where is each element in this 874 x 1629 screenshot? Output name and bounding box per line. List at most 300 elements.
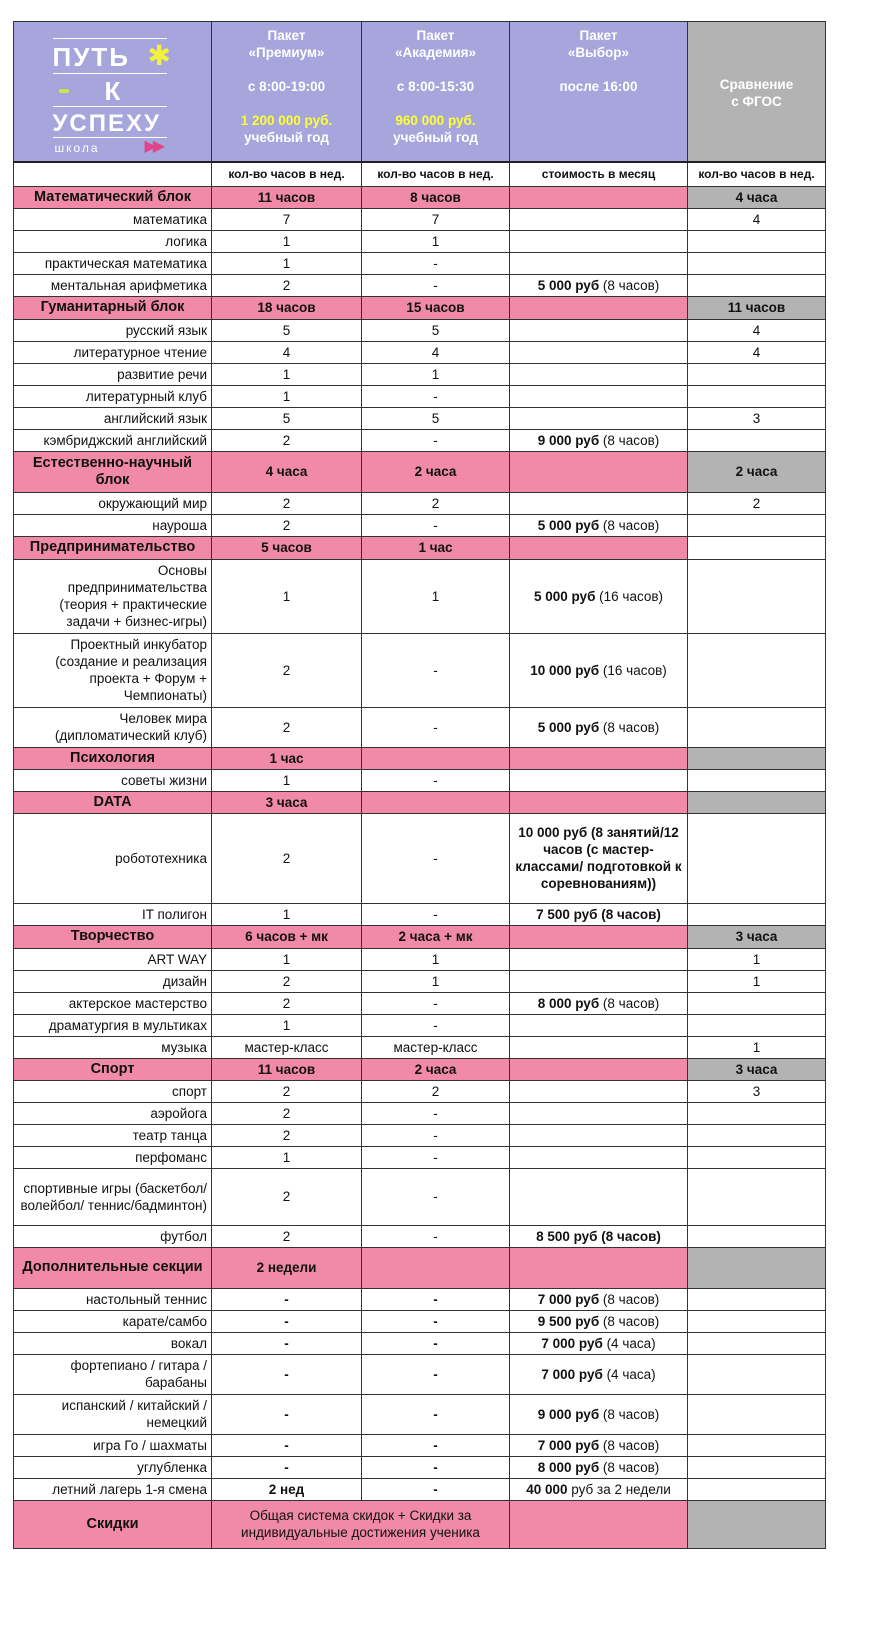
choice-price: 10 000 руб (530, 662, 600, 678)
premium-value: 2 (212, 492, 362, 514)
premium-hours: с 8:00-19:00 (247, 79, 326, 94)
fgos-value: 4 (688, 319, 826, 341)
table-row (14, 769, 826, 791)
academy-value: 1 (362, 948, 510, 970)
academy-value: мастер-класс (362, 1036, 510, 1058)
fgos-value (688, 1310, 826, 1332)
academy-value: - (362, 1354, 510, 1394)
subject-name: русский язык (14, 319, 212, 341)
choice-price: 5 000 руб (537, 719, 600, 735)
academy-value: 1 (362, 559, 510, 633)
dash-icon (59, 89, 69, 93)
academy-value (362, 1247, 510, 1288)
premium-value: - (212, 1354, 362, 1394)
academy-value: - (362, 769, 510, 791)
choice-note: (8 часов) (599, 517, 660, 533)
academy-value: - (362, 1146, 510, 1168)
choice-price: 5 000 руб (537, 517, 600, 533)
category-row (14, 1247, 826, 1288)
subject-name: испанский / китайский / немецкий (14, 1394, 212, 1434)
choice-value (510, 992, 688, 1014)
header-row (14, 22, 826, 162)
academy-value: - (362, 1394, 510, 1434)
fgos-value (688, 363, 826, 385)
premium-value: 1 (212, 769, 362, 791)
category-name: Гуманитарный блок (14, 296, 212, 319)
subject-name: спортивные игры (баскетбол/волейбол/ теннис/бадминтон) (14, 1168, 212, 1225)
fgos-value (688, 1456, 826, 1478)
fgos-value: 4 часа (688, 186, 826, 208)
premium-value: - (212, 1310, 362, 1332)
academy-value: 15 часов (362, 296, 510, 319)
table-row (14, 1354, 826, 1394)
choice-value (510, 925, 688, 948)
academy-value: - (362, 1288, 510, 1310)
logo-line1: ПУТЬ (52, 42, 130, 73)
subject-name: Основы предпринимательства (теория + практические задачи + бизнес-игры) (14, 559, 212, 633)
choice-value (510, 296, 688, 319)
choice-value (510, 514, 688, 536)
premium-value: 11 часов (212, 186, 362, 208)
choice-value (510, 1058, 688, 1080)
academy-value: 2 (362, 1080, 510, 1102)
premium-value: 1 (212, 385, 362, 407)
subject-name: науроша (14, 514, 212, 536)
premium-value: 2 недели (212, 1247, 362, 1288)
premium-label: Пакет (267, 28, 306, 43)
premium-value: 1 час (212, 747, 362, 769)
premium-value: 2 (212, 274, 362, 296)
choice-price: 9 000 руб (537, 1406, 600, 1422)
subject-name: футбол (14, 1225, 212, 1247)
table-row (14, 407, 826, 429)
premium-value: 6 часов + мк (212, 925, 362, 948)
premium-value: 7 (212, 208, 362, 230)
choice-note: (8 часов) (599, 995, 660, 1011)
premium-value: 4 часа (212, 451, 362, 492)
units-empty (14, 162, 212, 187)
packages-table (13, 21, 826, 1549)
logo-subtitle: школа (54, 141, 100, 156)
choice-value (510, 230, 688, 252)
fgos-value (688, 274, 826, 296)
subject-name: театр танца (14, 1124, 212, 1146)
table-row (14, 1288, 826, 1310)
fgos-value (688, 633, 826, 707)
premium-value: 2 (212, 970, 362, 992)
fgos-value (688, 813, 826, 903)
fgos-value (688, 1247, 826, 1288)
subject-name: кэмбриджский английский (14, 429, 212, 451)
choice-note: (16 часов) (599, 662, 667, 678)
table-row (14, 319, 826, 341)
subject-name: робототехника (14, 813, 212, 903)
academy-value: - (362, 813, 510, 903)
fgos-value: 1 (688, 1036, 826, 1058)
academy-value: 1 (362, 970, 510, 992)
table-row (14, 903, 826, 925)
subject-name: перфоманс (14, 1146, 212, 1168)
premium-value: 4 (212, 341, 362, 363)
choice-value (510, 1478, 688, 1500)
category-name: Предпринимательство (14, 536, 212, 559)
table-row (14, 970, 826, 992)
choice-value (510, 429, 688, 451)
choice-value (510, 970, 688, 992)
double-arrow-icon: ▶▶ (144, 138, 162, 156)
choice-value (510, 791, 688, 813)
academy-value: - (362, 385, 510, 407)
choice-value (510, 1247, 688, 1288)
premium-value: 2 (212, 992, 362, 1014)
choice-note: (8 часов) (599, 719, 660, 735)
unit-premium: кол-во часов в нед. (212, 162, 362, 187)
header-academy (362, 22, 510, 162)
subject-name: аэройога (14, 1102, 212, 1124)
header-fgos (688, 22, 826, 162)
table-row (14, 1456, 826, 1478)
subject-name: музыка (14, 1036, 212, 1058)
choice-value (510, 633, 688, 707)
unit-academy: кол-во часов в нед. (362, 162, 510, 187)
premium-value: 3 часа (212, 791, 362, 813)
premium-value: 5 (212, 319, 362, 341)
subject-name: ART WAY (14, 948, 212, 970)
fgos-value: 3 (688, 407, 826, 429)
choice-value (510, 1456, 688, 1478)
fgos-value (688, 252, 826, 274)
fgos-value (688, 791, 826, 813)
academy-value: 4 (362, 341, 510, 363)
subject-name: карате/самбо (14, 1310, 212, 1332)
choice-value (510, 341, 688, 363)
subject-name: литературный клуб (14, 385, 212, 407)
category-row (14, 536, 826, 559)
academy-value: - (362, 992, 510, 1014)
premium-value: 2 (212, 633, 362, 707)
table-row (14, 429, 826, 451)
fgos-value: 11 часов (688, 296, 826, 319)
logo-line2: К (104, 76, 123, 107)
table-row (14, 1478, 826, 1500)
category-row (14, 1058, 826, 1080)
subject-name: спорт (14, 1080, 212, 1102)
category-row (14, 451, 826, 492)
subject-name: летний лагерь 1-я смена (14, 1478, 212, 1500)
choice-hours: после 16:00 (559, 79, 638, 94)
fgos-value (688, 1124, 826, 1146)
table-row (14, 1310, 826, 1332)
choice-value (510, 252, 688, 274)
academy-price: 960 000 руб. (395, 113, 476, 128)
table-row (14, 1146, 826, 1168)
fgos-value: 3 часа (688, 925, 826, 948)
subject-name: дизайн (14, 970, 212, 992)
choice-value (510, 536, 688, 559)
discounts-choice (510, 1500, 688, 1548)
choice-note: (8 часов) (599, 1437, 660, 1453)
table-row (14, 813, 826, 903)
fgos-value (688, 903, 826, 925)
table-row (14, 492, 826, 514)
choice-note: руб за 2 недели (567, 1481, 671, 1497)
premium-value: 1 (212, 252, 362, 274)
premium-value: 1 (212, 363, 362, 385)
fgos-value (688, 1014, 826, 1036)
choice-note: (8 часов) (599, 1291, 660, 1307)
choice-value (510, 186, 688, 208)
choice-price: 7 000 руб (541, 1366, 603, 1382)
fgos-value (688, 536, 826, 559)
choice-name: «Выбор» (567, 45, 630, 60)
academy-value: - (362, 1456, 510, 1478)
choice-price: 8 000 руб (537, 1459, 600, 1475)
subject-name: советы жизни (14, 769, 212, 791)
subject-name: математика (14, 208, 212, 230)
premium-value: 2 (212, 1124, 362, 1146)
academy-value: - (362, 1014, 510, 1036)
premium-value: 2 (212, 1080, 362, 1102)
table-row (14, 1168, 826, 1225)
academy-value: 2 (362, 492, 510, 514)
fgos-value (688, 992, 826, 1014)
fgos-value: 1 (688, 970, 826, 992)
choice-value (510, 1225, 688, 1247)
discounts-label: Скидки (14, 1500, 212, 1548)
choice-value (510, 1036, 688, 1058)
unit-fgos: кол-во часов в нед. (688, 162, 826, 187)
premium-value: 2 (212, 1102, 362, 1124)
subject-name: практическая математика (14, 252, 212, 274)
table-row (14, 252, 826, 274)
discounts-fgos (688, 1500, 826, 1548)
choice-note: (8 часов) (599, 1459, 660, 1475)
academy-value (362, 747, 510, 769)
academy-value: - (362, 1102, 510, 1124)
premium-value: 1 (212, 1146, 362, 1168)
academy-label: Пакет (416, 28, 455, 43)
choice-label: Пакет (579, 28, 618, 43)
choice-value (510, 948, 688, 970)
academy-value: 1 (362, 363, 510, 385)
academy-value: - (362, 1124, 510, 1146)
academy-value: 5 (362, 319, 510, 341)
subject-name: углубленка (14, 1456, 212, 1478)
fgos-value (688, 769, 826, 791)
premium-value: 2 (212, 1168, 362, 1225)
choice-value (510, 813, 688, 903)
academy-value: - (362, 633, 510, 707)
academy-value: - (362, 707, 510, 747)
fgos-value (688, 1168, 826, 1225)
choice-value (510, 1080, 688, 1102)
academy-value: 2 часа (362, 1058, 510, 1080)
academy-value: - (362, 1310, 510, 1332)
choice-value (510, 1146, 688, 1168)
choice-value (510, 1332, 688, 1354)
table-row (14, 514, 826, 536)
premium-value: 2 нед (212, 1478, 362, 1500)
academy-name: «Академия» (394, 45, 477, 60)
choice-price: 7 000 руб (541, 1335, 603, 1351)
premium-period: учебный год (244, 130, 329, 145)
subject-name: Проектный инкубатор (создание и реализация проекта + Форум + Чемпионаты) (14, 633, 212, 707)
academy-value: - (362, 1225, 510, 1247)
fgos-value: 3 (688, 1080, 826, 1102)
choice-price: 8 500 руб (8 часов) (536, 1228, 661, 1244)
star-icon: ✱ (147, 40, 171, 72)
fgos-value (688, 707, 826, 747)
academy-value: - (362, 274, 510, 296)
table-row (14, 274, 826, 296)
table-row (14, 948, 826, 970)
premium-value: 18 часов (212, 296, 362, 319)
table-row (14, 1434, 826, 1456)
choice-price: 5 000 руб (533, 588, 596, 604)
school-logo (14, 22, 212, 162)
subject-name: ментальная арифметика (14, 274, 212, 296)
premium-price: 1 200 000 руб. (240, 113, 333, 128)
table-row (14, 992, 826, 1014)
premium-value: - (212, 1332, 362, 1354)
fgos-value: 4 (688, 341, 826, 363)
subject-name: окружающий мир (14, 492, 212, 514)
choice-note: (4 часа) (602, 1366, 656, 1382)
choice-value (510, 559, 688, 633)
academy-value: 5 (362, 407, 510, 429)
premium-value: 2 (212, 1225, 362, 1247)
category-name: DATA (14, 791, 212, 813)
academy-value: - (362, 252, 510, 274)
premium-value: 1 (212, 230, 362, 252)
header-premium (212, 22, 362, 162)
fgos-value (688, 1478, 826, 1500)
unit-choice: стоимость в месяц (510, 162, 688, 187)
premium-value: - (212, 1456, 362, 1478)
subject-name: логика (14, 230, 212, 252)
fgos-name: с ФГОС (731, 93, 782, 109)
academy-value: - (362, 1434, 510, 1456)
category-row (14, 296, 826, 319)
academy-value: - (362, 1168, 510, 1225)
subject-name: английский язык (14, 407, 212, 429)
premium-value: мастер-класс (212, 1036, 362, 1058)
academy-value: - (362, 514, 510, 536)
fgos-value (688, 230, 826, 252)
choice-value (510, 1124, 688, 1146)
choice-note: (4 часа) (602, 1335, 656, 1351)
choice-value (510, 407, 688, 429)
subject-name: игра Го / шахматы (14, 1434, 212, 1456)
category-row (14, 791, 826, 813)
choice-price: 40 000 (526, 1481, 568, 1497)
choice-note: (16 часов) (595, 588, 664, 604)
table-row (14, 1332, 826, 1354)
academy-value: - (362, 1478, 510, 1500)
choice-value (510, 769, 688, 791)
choice-value (510, 1310, 688, 1332)
category-row (14, 186, 826, 208)
academy-value: 2 часа (362, 451, 510, 492)
fgos-value (688, 429, 826, 451)
logo-line3: УСПЕХУ (52, 110, 161, 138)
subject-name: фортепиано / гитара / барабаны (14, 1354, 212, 1394)
category-name: Естественно-научный блок (14, 451, 212, 492)
choice-value (510, 1288, 688, 1310)
category-name: Математический блок (14, 186, 212, 208)
choice-price: 7 000 руб (537, 1291, 600, 1307)
premium-value: 5 часов (212, 536, 362, 559)
table-row (14, 1225, 826, 1247)
choice-value (510, 1014, 688, 1036)
fgos-value (688, 1354, 826, 1394)
category-row (14, 925, 826, 948)
table-row (14, 559, 826, 633)
category-name: Творчество (14, 925, 212, 948)
category-name: Спорт (14, 1058, 212, 1080)
subject-name: литературное чтение (14, 341, 212, 363)
academy-value (362, 791, 510, 813)
choice-note: (8 часов) (599, 1313, 660, 1329)
category-name: Психология (14, 747, 212, 769)
choice-value (510, 903, 688, 925)
premium-value: 11 часов (212, 1058, 362, 1080)
fgos-value (688, 1102, 826, 1124)
discounts-row (14, 1500, 826, 1548)
choice-value (510, 1354, 688, 1394)
fgos-value: 1 (688, 948, 826, 970)
choice-value (510, 208, 688, 230)
table-row (14, 1124, 826, 1146)
choice-note: (8 часов) (599, 277, 660, 293)
fgos-value (688, 1225, 826, 1247)
choice-price: 8 000 руб (537, 995, 600, 1011)
subject-name: IT полигон (14, 903, 212, 925)
premium-value: 1 (212, 903, 362, 925)
choice-value (510, 363, 688, 385)
premium-value: - (212, 1434, 362, 1456)
fgos-value (688, 747, 826, 769)
fgos-value (688, 1332, 826, 1354)
choice-value (510, 1394, 688, 1434)
premium-value: 1 (212, 948, 362, 970)
fgos-value: 2 часа (688, 451, 826, 492)
table-row (14, 230, 826, 252)
table-row (14, 633, 826, 707)
table-row (14, 208, 826, 230)
premium-value: - (212, 1288, 362, 1310)
table-row (14, 385, 826, 407)
table-row (14, 707, 826, 747)
choice-value (510, 319, 688, 341)
choice-value (510, 274, 688, 296)
fgos-value (688, 385, 826, 407)
table-row (14, 1394, 826, 1434)
units-row (14, 162, 826, 187)
fgos-value (688, 1146, 826, 1168)
academy-period: учебный год (393, 130, 478, 145)
academy-value: - (362, 429, 510, 451)
premium-value: 1 (212, 1014, 362, 1036)
fgos-value (688, 514, 826, 536)
discounts-text: Общая система скидок + Скидки за индивидуальные достижения ученика (212, 1500, 510, 1548)
choice-price: 5 000 руб (537, 277, 600, 293)
subject-name: драматургия в мультиках (14, 1014, 212, 1036)
table-row (14, 341, 826, 363)
choice-value (510, 385, 688, 407)
choice-note: (8 часов) (599, 1406, 660, 1422)
academy-value: 1 (362, 230, 510, 252)
